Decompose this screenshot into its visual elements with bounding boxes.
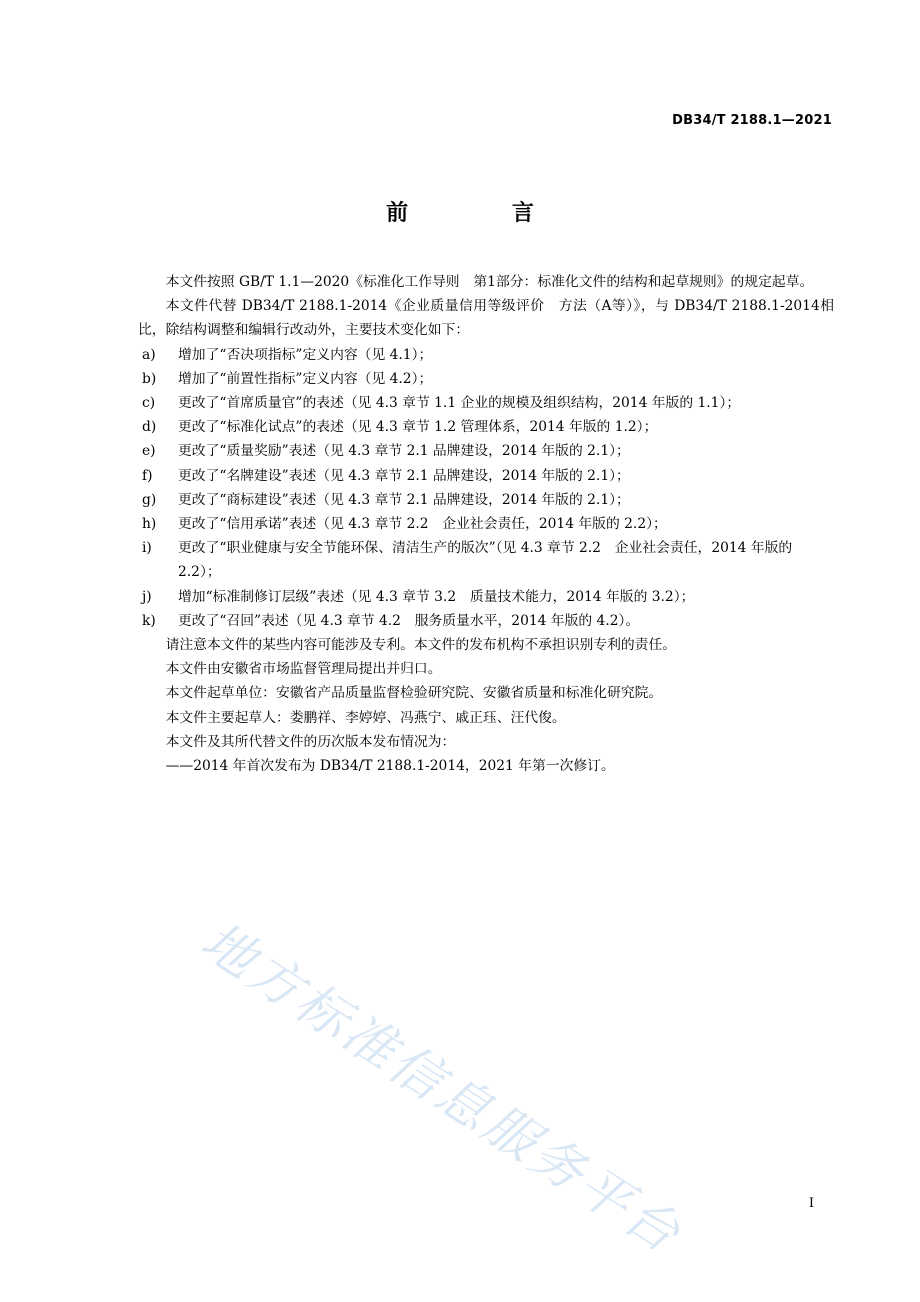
list-item-text: 更改了“职业健康与安全节能环保、清洁生产的版次”（见 4.3 章节 2.2 企业社会责任，2014 年版的 2.2）；	[178, 540, 793, 581]
list-item-label: d)	[142, 419, 157, 436]
list-item-label: k)	[142, 612, 156, 629]
version-history-item: ——2014 年首次发布为 DB34/T 2188.1-2014，2021 年第一次修订。	[165, 758, 615, 775]
list-item-label: a)	[142, 346, 156, 363]
page-number: I	[808, 1196, 814, 1211]
list-item-text: 更改了“质量奖励”表述（见 4.3 章节 2.1 品牌建设，2014 年版的 2.1）；	[178, 443, 630, 460]
list-item-text: 更改了“标准化试点”的表述（见 4.3 章节 1.2 管理体系，2014 年版的 1.2）；	[178, 419, 658, 436]
paragraph-replacement: 本文件代替 DB34/T 2188.1-2014《企业质量信用等级评价 方法（A等）》，与 DB34/T 2188.1-2014相比，除结构调整和编辑行改动外，主要技术变化如下：	[138, 298, 834, 339]
change-list	[138, 343, 834, 633]
list-item	[138, 464, 834, 488]
list-item	[138, 609, 834, 633]
list-item	[138, 585, 834, 609]
list-item-label: i)	[142, 540, 152, 557]
list-item-label: c)	[142, 395, 156, 412]
list-item	[138, 391, 834, 415]
page-title: 前 言	[386, 201, 582, 226]
document-body	[138, 270, 834, 778]
list-item-label: f)	[142, 467, 153, 484]
proposer-statement: 本文件由安徽省市场监督管理局提出并归口。	[165, 661, 442, 678]
list-item-text: 增加了“前置性指标”定义内容（见 4.2）；	[178, 370, 433, 387]
paragraph-drafting-basis: 本文件按照 GB/T 1.1—2020《标准化工作导则 第1部分：标准化文件的结构和起草规则》的规定起草。	[165, 274, 814, 290]
list-item-label: b)	[142, 370, 157, 387]
list-item-label: j)	[142, 588, 152, 605]
list-item-label: e)	[142, 443, 156, 460]
version-history-intro: 本文件及其所代替文件的历次版本发布情况为：	[165, 733, 456, 750]
list-item-text: 增加“标准制修订层级”表述（见 4.3 章节 3.2 质量技术能力，2014 年版的 3.2）；	[178, 588, 695, 605]
list-item-text: 增加了“否决项指标”定义内容（见 4.1）；	[178, 346, 433, 363]
main-drafters: 本文件主要起草人：娄鹏祥、李婷婷、冯燕宁、戚正珏、汪代俊。	[165, 709, 566, 726]
list-item-text: 更改了“信用承诺”表述（见 4.3 章节 2.2 企业社会责任，2014 年版的 2.2）；	[178, 516, 667, 533]
list-item	[138, 536, 834, 584]
watermark-text: 地方标准信息服务平台	[190, 910, 693, 1267]
drafting-units: 本文件起草单位：安徽省产品质量监督检验研究院、安徽省质量和标准化研究院。	[165, 685, 663, 702]
list-item	[138, 512, 834, 536]
list-item	[138, 367, 834, 391]
list-item	[138, 415, 834, 439]
list-item-text: 更改了“名牌建设”表述（见 4.3 章节 2.1 品牌建设，2014 年版的 2.1）；	[178, 467, 630, 484]
list-item-label: h)	[142, 516, 157, 533]
list-item-text: 更改了“召回”表述（见 4.3 章节 4.2 服务质量水平，2014 年版的 4.2）。	[178, 612, 640, 629]
list-item	[138, 343, 834, 367]
list-item	[138, 439, 834, 463]
list-item-text: 更改了“商标建设”表述（见 4.3 章节 2.1 品牌建设，2014 年版的 2.1）；	[178, 491, 630, 508]
list-item	[138, 488, 834, 512]
standard-code: DB34/T 2188.1—2021	[672, 113, 832, 128]
list-item-label: g)	[142, 491, 157, 508]
list-item-text: 更改了“首席质量官”的表述（见 4.3 章节 1.1 企业的规模及组织结构，2014 年版的 1.1）；	[178, 395, 741, 412]
patent-notice: 请注意本文件的某些内容可能涉及专利。本文件的发布机构不承担识别专利的责任。	[165, 637, 677, 654]
